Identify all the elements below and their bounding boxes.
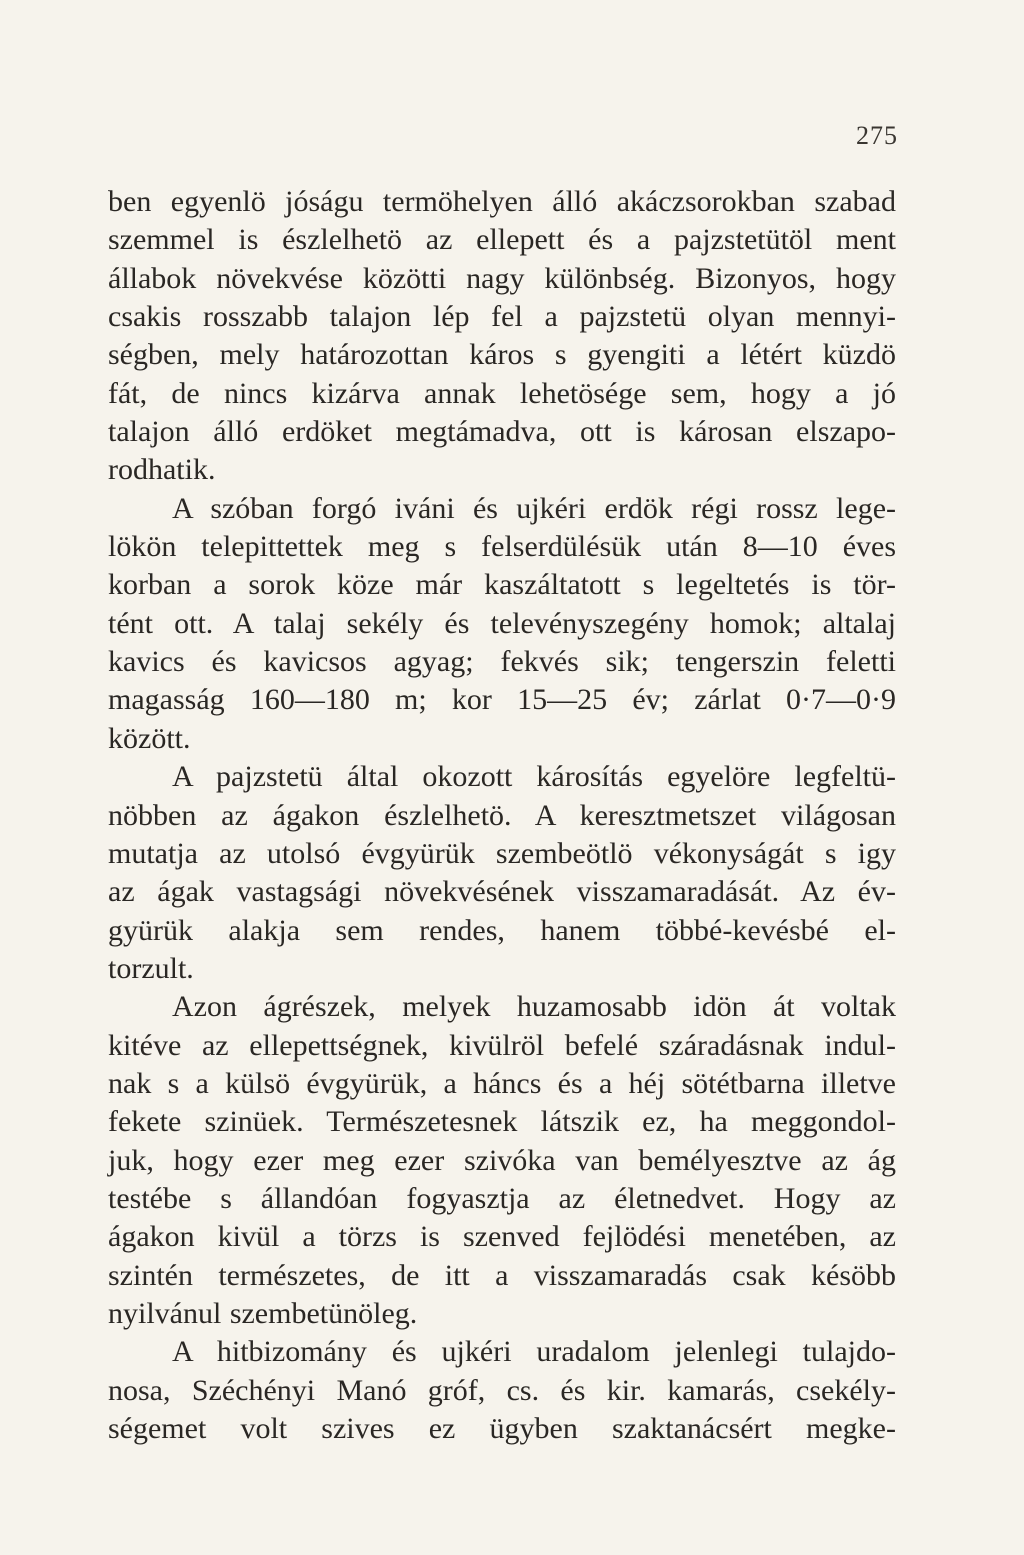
text-line: között. bbox=[108, 721, 191, 755]
text-line: ségben, mely határozottan káros s gyengiti a létért küzdö bbox=[108, 338, 896, 372]
text-line: ségemet volt szives ez ügyben szaktanácsért megke- bbox=[108, 1412, 896, 1445]
text-line: rodhatik. bbox=[108, 453, 216, 487]
page-number: 275 bbox=[856, 121, 898, 150]
text-line: lökön telepittettek meg s felserdülésük után 8—10 éves bbox=[108, 530, 896, 564]
text-line: szintén természetes, de itt a visszamaradás csak késöbb bbox=[108, 1258, 896, 1292]
text-line: fekete szinüek. Természetesnek látszik ez, ha meggondol- bbox=[108, 1105, 896, 1139]
text-line: kavics és kavicsos agyag; fekvés sik; tengerszin feletti bbox=[108, 645, 896, 679]
text-line: nosa, Széchényi Manó gróf, cs. és kir. kamarás, csekély- bbox=[108, 1373, 896, 1407]
paragraph-start-line: A hitbizomány és ujkéri uradalom jelenlegi tulajdo- bbox=[172, 1335, 896, 1369]
text-line: talajon álló erdöket megtámadva, ott is károsan elszapo- bbox=[108, 415, 896, 449]
text-line: fát, de nincs kizárva annak lehetösége sem, hogy a jó bbox=[108, 376, 896, 410]
body-text bbox=[108, 183, 896, 1448]
text-line: csakis rosszabb talajon lép fel a pajzstetü olyan mennyi- bbox=[108, 300, 896, 334]
paragraph-start-line: A szóban forgó iváni és ujkéri erdök régi rossz lege- bbox=[172, 491, 896, 525]
text-line: ben egyenlö jóságu termöhelyen álló akáczsorokban szabad bbox=[108, 185, 896, 218]
text-line: szemmel is észlelhetö az ellepett és a pajzstetütöl ment bbox=[108, 223, 896, 257]
text-line: kitéve az ellepettségnek, kivülröl befelé száradásnak indul- bbox=[108, 1028, 896, 1062]
text-line: mutatja az utolsó évgyürük szembeötlö vékonyságát s igy bbox=[108, 836, 896, 870]
text-line: gyürük alakja sem rendes, hanem többé-kevésbé el- bbox=[108, 913, 896, 947]
paragraph-start-line: A pajzstetü által okozott károsítás egyelöre legfeltü- bbox=[172, 760, 896, 794]
text-line: nyilvánul szembetünöleg. bbox=[108, 1296, 418, 1330]
text-line: magasság 160—180 m; kor 15—25 év; zárlat 0·7—0·9 bbox=[108, 683, 896, 717]
text-line: állabok növekvése közötti nagy különbség. Bizonyos, hogy bbox=[108, 261, 896, 295]
text-line: juk, hogy ezer meg ezer szivóka van bemélyesztve az ág bbox=[108, 1143, 896, 1177]
paragraph-start-line: Azon ágrészek, melyek huzamosabb idön át voltak bbox=[172, 990, 896, 1024]
text-line: korban a sorok köze már kaszáltatott s legeltetés is tör- bbox=[108, 568, 896, 602]
text-line: nöbben az ágakon észlelhetö. A keresztmetszet világosan bbox=[108, 798, 896, 832]
text-line: nak s a külsö évgyürük, a háncs és a héj sötétbarna illetve bbox=[108, 1066, 896, 1100]
text-line: ágakon kivül a törzs is szenved fejlödési menetében, az bbox=[108, 1220, 896, 1254]
text-line: testébe s állandóan fogyasztja az életnedvet. Hogy az bbox=[108, 1181, 896, 1215]
text-line: tént ott. A talaj sekély és televényszegény homok; altalaj bbox=[108, 606, 896, 640]
text-line: az ágak vastagsági növekvésének visszamaradását. Az év- bbox=[108, 875, 896, 909]
text-line: torzult. bbox=[108, 951, 194, 985]
